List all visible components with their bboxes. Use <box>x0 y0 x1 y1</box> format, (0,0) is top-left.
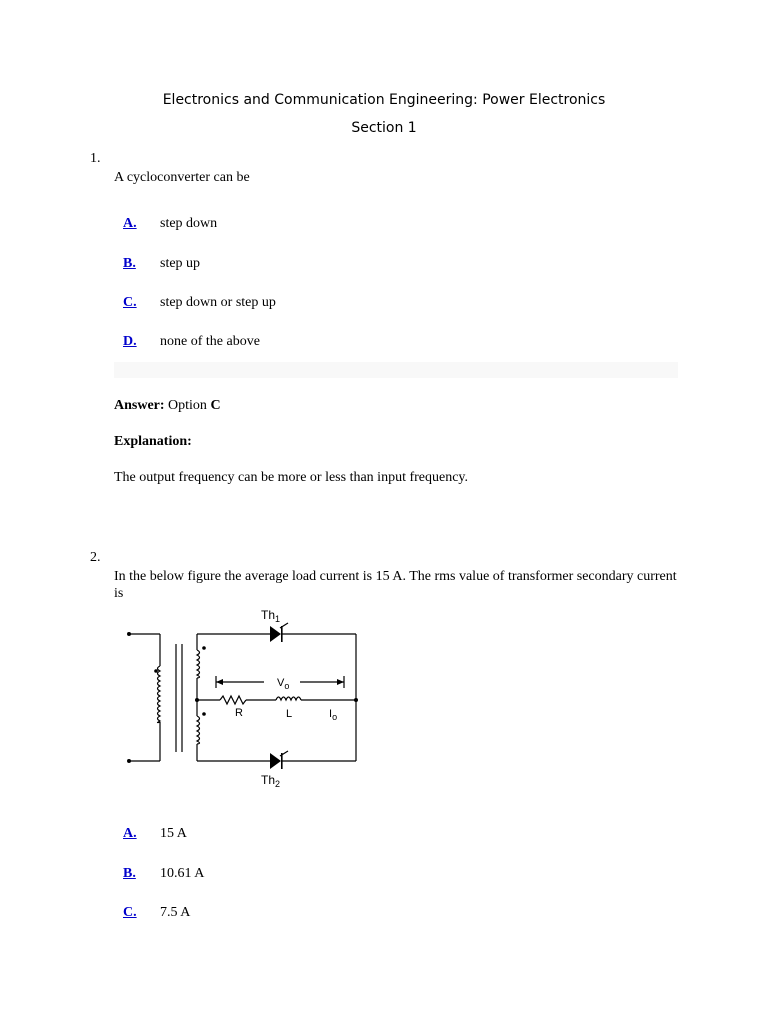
option-a <box>123 826 187 842</box>
explanation-label: Explanation: <box>114 434 192 449</box>
option-c-text: step down or step up <box>160 295 276 310</box>
question-text: A cycloconverter can be <box>114 170 250 185</box>
option-b <box>123 866 204 882</box>
option-b-link[interactable]: B. <box>123 866 136 881</box>
circuit-diagram <box>124 604 364 794</box>
page-title: Electronics and Communication Engineering: Power Electronics <box>162 92 606 108</box>
option-b-link[interactable]: B. <box>123 256 136 271</box>
question-text: In the below figure the average load current is 15 A. The rms value of transformer secondary current is <box>114 569 677 601</box>
th2-label: $Th_2$ <box>261 773 281 789</box>
explanation-text: The output frequency can be more or less than input frequency. <box>114 470 469 485</box>
option-b-text: 10.61 A <box>160 866 205 881</box>
option-c <box>123 905 190 921</box>
r-label: R <box>235 707 243 719</box>
option-a-link[interactable]: A. <box>123 826 137 841</box>
option-a-text: step down <box>160 216 218 231</box>
option-b <box>123 256 200 272</box>
vo-label: $V_o$ <box>277 677 290 691</box>
th1-label: $Th_1$ <box>261 608 281 624</box>
question-number: 1. <box>90 151 101 166</box>
option-d <box>123 334 260 350</box>
l-label: L <box>286 708 293 720</box>
answer-prefix: Option <box>168 398 207 413</box>
option-c-link[interactable]: C. <box>123 295 137 310</box>
option-a <box>123 216 217 232</box>
option-c <box>123 295 276 311</box>
option-d-link[interactable]: D. <box>123 334 137 349</box>
answer-label: Answer: <box>114 398 165 413</box>
option-a-link[interactable]: A. <box>123 216 137 231</box>
option-b-text: step up <box>160 256 201 271</box>
io-label: $I_o$ <box>329 708 338 722</box>
option-c-text: 7.5 A <box>160 905 191 920</box>
answer-divider <box>114 362 678 378</box>
option-a-text: 15 A <box>160 826 187 841</box>
section-title: Section 1 <box>351 120 417 136</box>
question-number: 2. <box>90 550 101 565</box>
option-c-link[interactable]: C. <box>123 905 137 920</box>
answer-line <box>114 398 221 414</box>
option-d-text: none of the above <box>160 334 260 349</box>
answer-value: C <box>210 398 221 413</box>
